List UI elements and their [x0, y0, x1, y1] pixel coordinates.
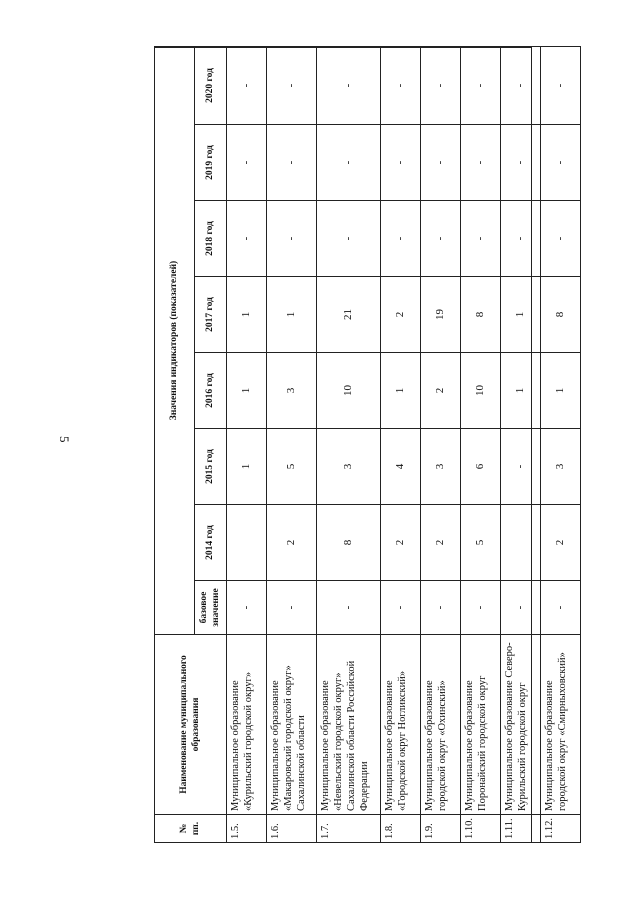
year-value-cell: 2 [541, 505, 581, 581]
year-value-cell: - [501, 125, 541, 201]
table-row [227, 46, 267, 842]
table-row [317, 46, 381, 842]
year-value-cell: 21 [317, 277, 381, 353]
year-value-cell: - [267, 125, 317, 201]
table-row [541, 46, 581, 842]
header-year: 2019 год [195, 125, 227, 201]
table-row [421, 46, 461, 842]
row-number: 1.8. [381, 815, 421, 843]
year-value-cell: - [461, 125, 501, 201]
year-value-cell: - [317, 201, 381, 277]
municipality-name: Муниципальное образование «Невельский городской округ» Сахалинской области Российской Федерации [317, 635, 381, 815]
municipality-name: Муниципальное образование городской округ «Смирныховский» [541, 635, 581, 815]
year-value-cell: 1 [267, 277, 317, 353]
year-value-cell: 1 [501, 277, 541, 353]
year-value-cell: 8 [461, 277, 501, 353]
row-number: 1.12. [541, 815, 581, 843]
year-value-cell: 6 [461, 429, 501, 505]
year-value-cell: - [421, 125, 461, 201]
municipality-name: Муниципальное образование городской округ «Охинский» [421, 635, 461, 815]
header-year: 2018 год [195, 201, 227, 277]
year-value-cell: - [541, 125, 581, 201]
header-base: базовое значение [195, 581, 227, 635]
base-value-cell: - [317, 581, 381, 635]
year-value-cell: 8 [541, 277, 581, 353]
year-value-cell: 1 [227, 353, 267, 429]
header-indicators: Значения индикаторов (показателей) [155, 46, 195, 634]
year-value-cell: 2 [381, 505, 421, 581]
row-number: 1.10. [461, 815, 501, 843]
year-value-cell: 5 [267, 429, 317, 505]
year-value-cell: 10 [317, 353, 381, 429]
year-value-cell [501, 505, 541, 581]
year-value-cell: 3 [267, 353, 317, 429]
year-value-cell: 3 [541, 429, 581, 505]
year-value-cell: 2 [381, 277, 421, 353]
header-year: 2020 год [195, 46, 227, 124]
year-value-cell: 1 [541, 353, 581, 429]
year-value-cell: - [541, 201, 581, 277]
year-value-cell: 8 [317, 505, 381, 581]
year-value-cell: - [501, 201, 541, 277]
year-value-cell: 4 [381, 429, 421, 505]
header-year: 2016 год [195, 353, 227, 429]
municipality-name: Муниципальное образование «Курильский городской округ» [227, 635, 267, 815]
base-value-cell: - [421, 581, 461, 635]
year-value-cell: - [227, 125, 267, 201]
row-number: 1.9. [421, 815, 461, 843]
year-value-cell: 3 [317, 429, 381, 505]
header-year: 2014 год [195, 505, 227, 581]
row-number: 1.7. [317, 815, 381, 843]
year-value-cell: - [381, 201, 421, 277]
base-value-cell: - [461, 581, 501, 635]
year-value-cell: - [381, 125, 421, 201]
year-value-cell [227, 505, 267, 581]
year-value-cell: - [317, 46, 381, 124]
municipality-name: Муниципальное образование Поронайский городской округ [461, 635, 501, 815]
table-body [227, 46, 581, 842]
rotated-table-container [154, 47, 569, 843]
year-value-cell: 10 [461, 353, 501, 429]
year-value-cell: - [541, 46, 581, 124]
year-value-cell: 1 [227, 277, 267, 353]
year-value-cell: - [267, 46, 317, 124]
year-value-cell: - [421, 201, 461, 277]
year-value-cell: - [461, 201, 501, 277]
year-value-cell: 2 [267, 505, 317, 581]
year-value-cell: 2 [421, 505, 461, 581]
year-value-cell: - [461, 46, 501, 124]
year-value-cell: - [381, 46, 421, 124]
table-row [501, 46, 541, 842]
year-value-cell: - [267, 201, 317, 277]
base-value-cell: - [267, 581, 317, 635]
table-row [461, 46, 501, 842]
year-value-cell: 5 [461, 505, 501, 581]
row-number: 1.6. [267, 815, 317, 843]
table-row [267, 46, 317, 842]
year-value-cell: - [501, 46, 541, 124]
row-number: 1.11. [501, 815, 541, 843]
year-value-cell: 1 [501, 353, 541, 429]
base-value-cell: - [501, 581, 541, 635]
year-value-cell: 1 [381, 353, 421, 429]
base-value-cell: - [541, 581, 581, 635]
municipality-name: Муниципальное образование Северо-Курильский городской округ [501, 635, 541, 815]
base-value-cell: - [227, 581, 267, 635]
header-year: 2017 год [195, 277, 227, 353]
year-value-cell: 19 [421, 277, 461, 353]
page-number: 5 [57, 436, 72, 443]
base-value-cell: - [381, 581, 421, 635]
municipality-name: Муниципальное образование «Макаровский городской округ» Сахалинской области [267, 635, 317, 815]
year-value-cell: - [421, 46, 461, 124]
row-number: 1.5. [227, 815, 267, 843]
header-year: 2015 год [195, 429, 227, 505]
year-value-cell: - [501, 429, 541, 505]
municipality-name: Муниципальное образование «Городской округ Ногликский» [381, 635, 421, 815]
year-value-cell: - [227, 201, 267, 277]
year-value-cell: - [317, 125, 381, 201]
header-name: Наименование муниципального образования [155, 635, 227, 815]
year-value-cell: 1 [227, 429, 267, 505]
indicators-table [154, 46, 581, 843]
year-value-cell: 2 [421, 353, 461, 429]
table-row [381, 46, 421, 842]
year-value-cell: - [227, 46, 267, 124]
header-num: № пп. [155, 815, 227, 843]
year-value-cell: 3 [421, 429, 461, 505]
